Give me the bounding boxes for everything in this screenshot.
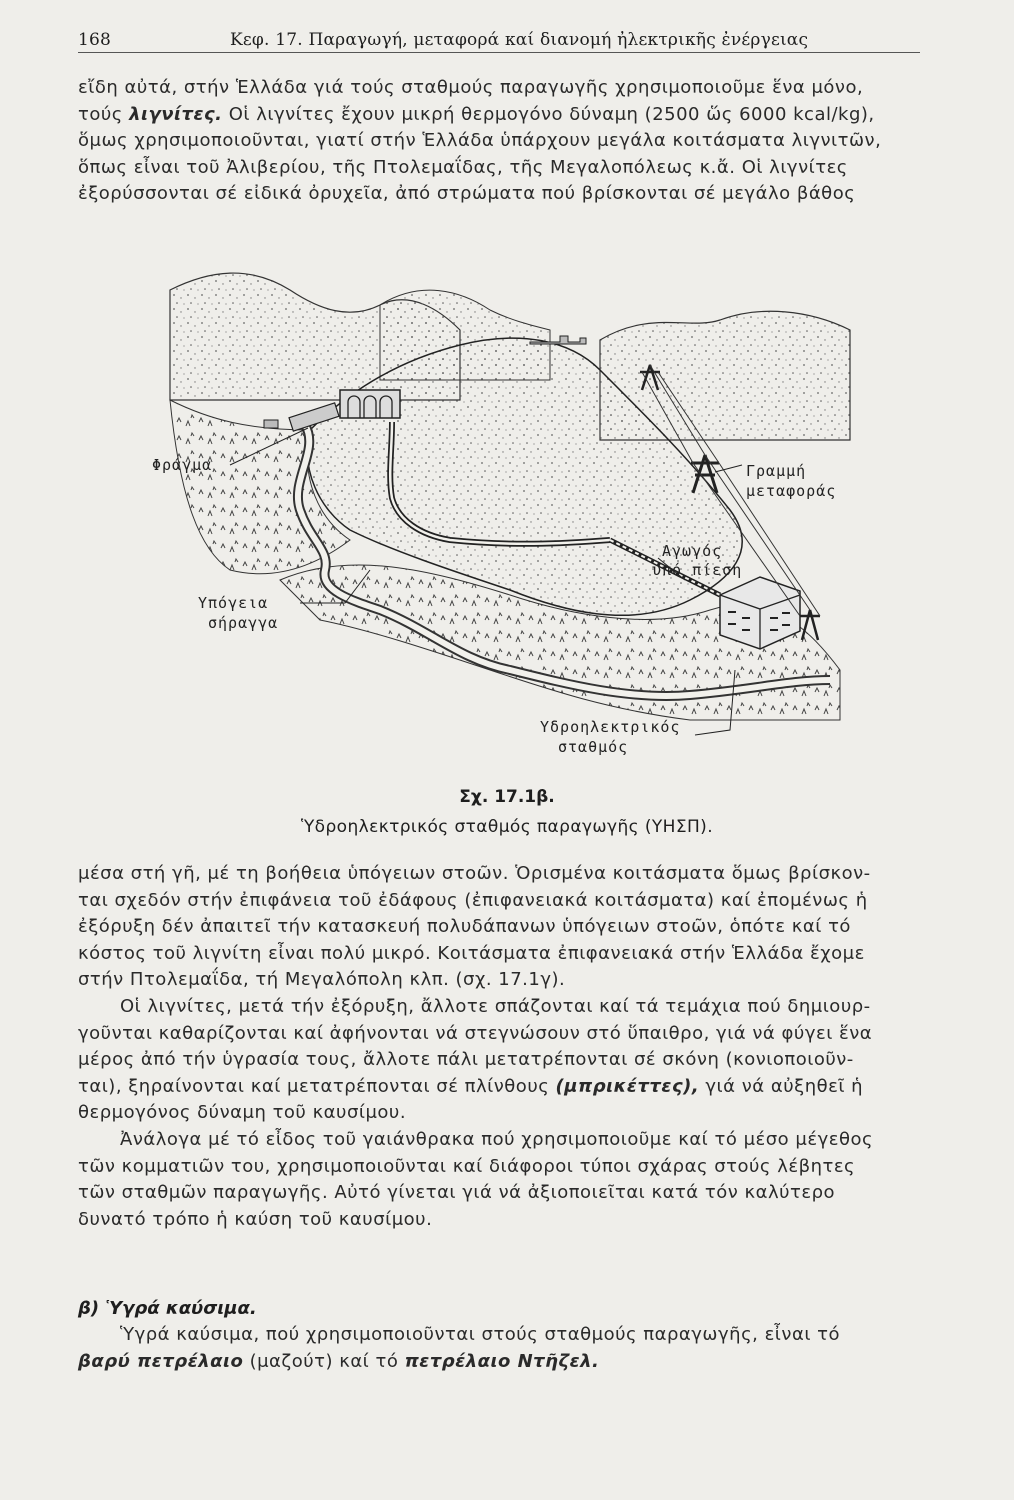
text-line: ὅμως χρησιμοποιοῦνται, γιατί στήν Ἑλλάδα ὑπάρχουν μεγάλα κοιτάσματα λιγνιτῶν, — [78, 130, 882, 152]
text-line: κόστος τοῦ λιγνίτη εἶναι πολύ μικρό. Κοιτάσματα ἐπιφανειακά στήν Ἑλλάδα ἔχομε — [78, 942, 865, 964]
label-penstock-1: Αγωγός — [662, 542, 723, 560]
text-line: εἴδη αὐτά, στήν Ἑλλάδα γιά τούς σταθμούς παραγωγῆς χρησιμοποιοῦμε ἕνα μόνο, — [78, 77, 864, 98]
text-line: δυνατό τρόπο ἡ καύση τοῦ καυσίμου. — [78, 1208, 433, 1230]
text-line: στήν Πτολεμαΐδα, τή Μεγαλόπολη κλπ. (σχ. 17.1γ). — [78, 969, 566, 991]
paragraph-lignite-mining — [78, 861, 931, 1233]
label-station-2: σταθμός — [558, 738, 629, 756]
term-diesel: πετρέλαιο Ντῆζελ. — [404, 1350, 600, 1372]
leader-line — [715, 465, 742, 472]
text-run: (μαζούτ) καί τό — [243, 1350, 405, 1372]
paragraph-lignites-intro — [78, 75, 931, 208]
text-run: Οἱ λιγνίτες ἔχουν μικρή θερμογόνο δύναμη (2500 ὥς 6000 kcal/kg), — [222, 103, 875, 125]
text-line — [78, 102, 931, 129]
text-run: ται), ξηραίνονται καί μετατρέπονται σέ πλίνθους — [78, 1075, 556, 1097]
section-heading-liquid-fuels: β) Ὑγρά καύσιμα. — [78, 1298, 257, 1319]
paragraph-liquid-fuels — [78, 1322, 931, 1375]
text-line: γοῦνται καθαρίζονται καί ἀφήνονται νά στεγνώσουν στό ὕπαιθρο, γιά νά φύγει ἕνα — [78, 1022, 873, 1044]
text-line — [78, 1074, 931, 1101]
figure-caption: Ὑδροηλεκτρικός σταθμός παραγωγῆς (ΥΗΣΠ). — [300, 817, 714, 837]
text-line: ἐξορύσσονται σέ εἰδικά ὀρυχεῖα, ἀπό στρώματα πού βρίσκονται σέ μεγάλο βάθος — [78, 183, 856, 205]
label-line-1: Γραμμή — [746, 462, 807, 480]
text-line: τῶν σταθμῶν παραγωγῆς. Αὐτό γίνεται γιά νά ἀξιοποιεῖται κατά τόν καλύτερο — [78, 1182, 836, 1204]
figure-number: Σχ. 17.1β. — [459, 787, 555, 807]
term-heavy-oil: βαρύ πετρέλαιο — [78, 1350, 244, 1372]
term-lignites: λιγνίτες. — [129, 103, 223, 125]
label-tunnel-1: Υπόγεια — [198, 594, 269, 612]
text-run: γιά νά αὐξηθεῖ ἡ — [699, 1075, 864, 1097]
running-title: Κεφ. 17. Παραγωγή, μεταφορά καί διανομή ἠλεκτρικῆς ἐνέργειας — [230, 30, 809, 50]
label-penstock-2: υπό πίεση — [652, 561, 743, 579]
text-line: Ὑγρά καύσιμα, πού χρησιμοποιοῦνται στούς σταθμούς παραγωγῆς, εἶναι τό — [120, 1324, 840, 1345]
label-dam: Φράγμα — [152, 456, 213, 474]
label-station-1: Υδροηλεκτρικός — [540, 718, 681, 736]
text-run: τούς — [78, 103, 130, 125]
page-number: 168 — [78, 30, 112, 50]
term-briquettes: (μπρικέττες), — [555, 1075, 700, 1097]
text-line: ἐξόρυξη δέν ἀπαιτεῖ τήν κατασκευή πολυδάπανων ὑπόγειων στοῶν, ὁπότε καί τό — [78, 916, 851, 938]
landscape-drawing — [130, 250, 870, 780]
text-line: θερμογόνος δύναμη τοῦ καυσίμου. — [78, 1102, 407, 1124]
hydroelectric-station-illustration — [130, 250, 870, 780]
text-line: ται σχεδόν στήν ἐπιφάνεια τοῦ ἐδάφους (ἐπιφανειακά κοιτάσματα) καί ἐπομένως ἡ — [78, 889, 868, 911]
running-header — [78, 20, 920, 53]
text-line — [78, 1349, 931, 1376]
text-line: τῶν κομματιῶν του, χρησιμοποιοῦνται καί διάφοροι τύποι σχάρας στούς λέβητες — [78, 1155, 856, 1177]
text-line: Ἀνάλογα μέ τό εἶδος τοῦ γαιάνθρακα πού χρησιμοποιοῦμε καί τό μέσο μέγεθος — [120, 1128, 874, 1150]
label-tunnel-2: σήραγγα — [208, 614, 279, 632]
text-line: Οἱ λιγνίτες, μετά τήν ἐξόρυξη, ἄλλοτε σπάζονται καί τά τεμάχια πού δημιουρ- — [120, 995, 871, 1017]
label-line-2: μεταφοράς — [746, 482, 837, 500]
text-line: μέρος ἀπό τήν ὑγρασία τους, ἄλλοτε πάλι μετατρέπονται σέ σκόνη (κονιοποιοῦν- — [78, 1049, 854, 1071]
text-line: ὅπως εἶναι τοῦ Ἀλιβερίου, τῆς Πτολεμαΐδας, τῆς Μεγαλοπόλεως κ.ἄ. Οἱ λιγνίτες — [78, 156, 848, 178]
text-line: μέσα στή γῆ, μέ τη βοήθεια ὑπόγειων στοῶν. Ὁρισμένα κοιτάσματα ὅμως βρίσκον- — [78, 863, 871, 884]
